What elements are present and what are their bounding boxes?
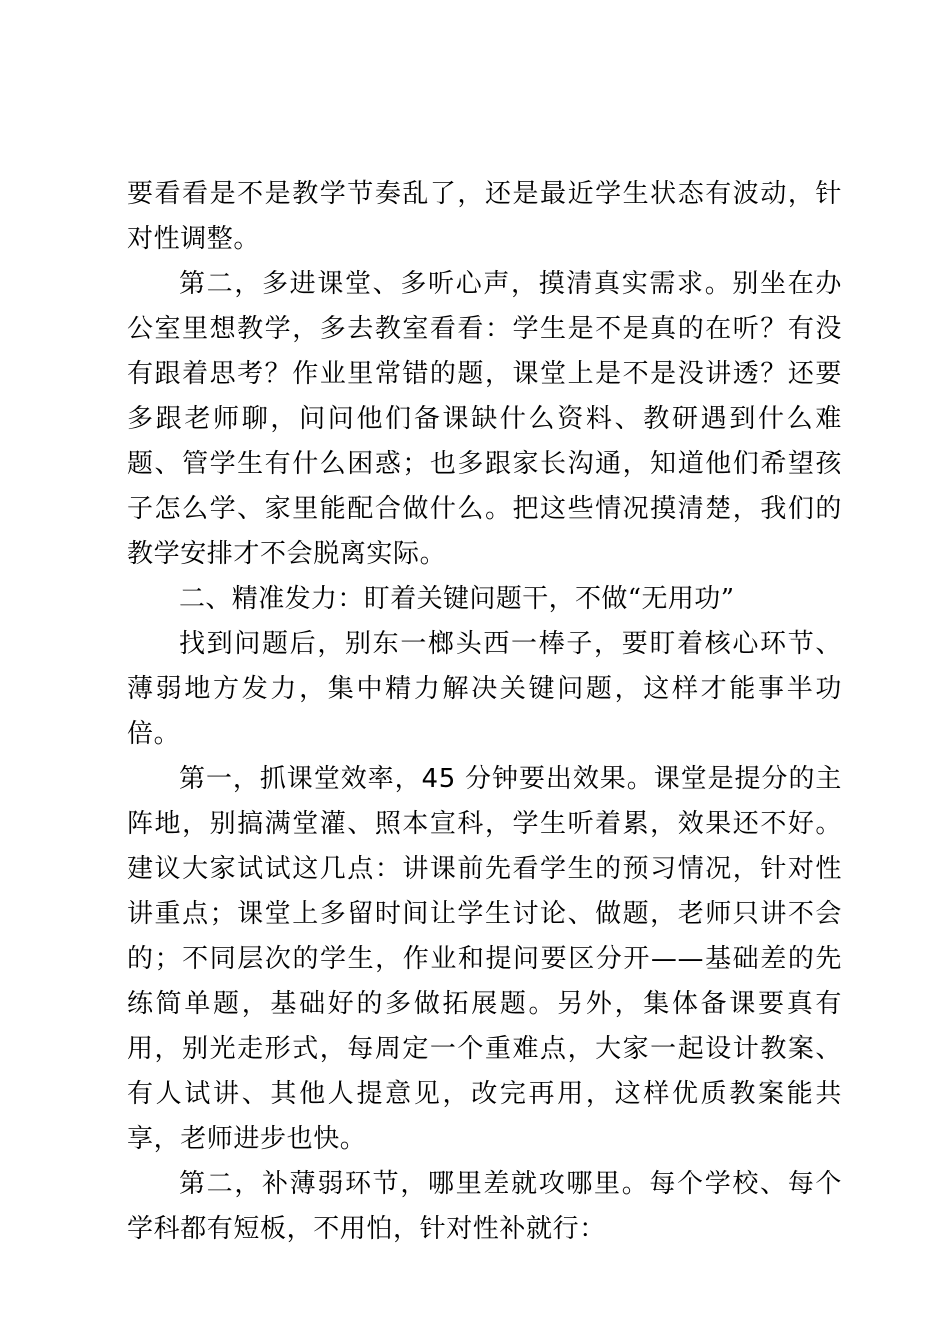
- paragraph-section-intro: 找到问题后，别东一榔头西一棒子，要盯着核心环节、薄弱地方发力，集中精力解决关键问题，这样才能事半功倍。: [127, 629, 842, 749]
- paragraph-weak-links: 第二，补薄弱环节，哪里差就攻哪里。每个学校、每个学科都有短板，不用怕，针对性补就行：: [127, 1169, 842, 1244]
- paragraph-classroom-efficiency: 第一，抓课堂效率，45 分钟要出效果。课堂是提分的主阵地，别搞满堂灌、照本宣科，学生听着累，效果还不好。建议大家试试这几点：讲课前先看学生的预习情况，针对性讲重点；课堂上多留时间让学生讨论、做题，老师只讲不会的；不同层次的学生，作业和提问要区分开——基础差的先练简单题，基础好的多做拓展题。另外，集体备课要真有用，别光走形式，每周定一个重难点，大家一起设计教案、有人试讲、其他人提意见，改完再用，这样优质教案能共享，老师进步也快。: [127, 764, 842, 1154]
- paragraph-second-point: 第二，多进课堂、多听心声，摸清真实需求。别坐在办公室里想教学，多去教室看看：学生是不是真的在听？有没有跟着思考？作业里常错的题，课堂上是不是没讲透？还要多跟老师聊，问问他们备课缺什么资料、教研遇到什么难题、管学生有什么困惑；也多跟家长沟通，知道他们希望孩子怎么学、家里能配合做什么。把这些情况摸清楚，我们的教学安排才不会脱离实际。: [127, 269, 842, 569]
- document-body: [127, 172, 842, 1252]
- section-heading: 二、精准发力：盯着关键问题干，不做“无用功”: [179, 584, 735, 614]
- paragraph-continuation: 要看看是不是教学节奏乱了，还是最近学生状态有波动，针对性调整。: [127, 179, 842, 254]
